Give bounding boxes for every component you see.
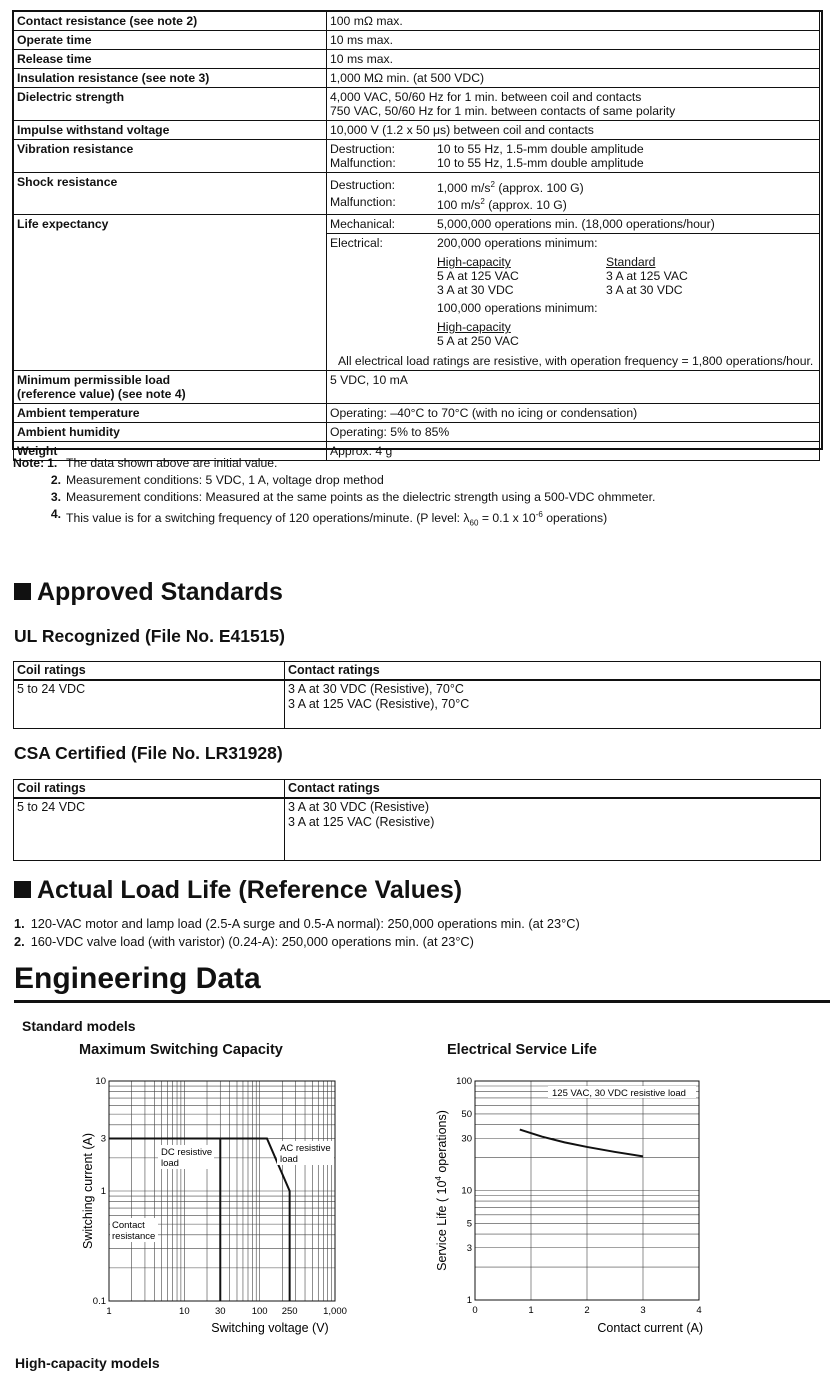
x-tick-label: 1 bbox=[106, 1306, 112, 1317]
ul-table bbox=[13, 661, 821, 729]
heading-rule bbox=[14, 1000, 830, 1003]
y-tick-label: 5 bbox=[466, 1218, 472, 1230]
y-tick-label: 50 bbox=[461, 1108, 472, 1120]
spec-label: Ambient humidity bbox=[14, 423, 327, 442]
spec-row bbox=[14, 404, 820, 423]
notes bbox=[13, 455, 655, 532]
y-tick-label: 30 bbox=[461, 1133, 472, 1145]
csa-heading: CSA Certified (File No. LR31928) bbox=[14, 743, 283, 763]
spec-row bbox=[14, 423, 820, 442]
spec-table bbox=[13, 11, 820, 461]
spec-row bbox=[14, 173, 820, 215]
spec-value: 10 ms max. bbox=[327, 31, 820, 50]
x-tick-label: 1 bbox=[528, 1305, 534, 1316]
spec-value: Operating: 5% to 85% bbox=[327, 423, 820, 442]
spec-value: 10 ms max. bbox=[327, 50, 820, 69]
note-num: 1. bbox=[47, 456, 58, 470]
spec-label: Insulation resistance (see note 3) bbox=[14, 69, 327, 88]
x-tick-label: 0 bbox=[472, 1305, 478, 1316]
spec-value: Approx. 4 g bbox=[327, 442, 820, 461]
note-title: Note: bbox=[13, 456, 45, 470]
series-label: 125 VAC, 30 VDC resistive load bbox=[552, 1088, 686, 1099]
annotation: Contact bbox=[112, 1220, 145, 1231]
y-axis-label: Switching current (A) bbox=[81, 1132, 95, 1250]
electrical-service-life-chart bbox=[410, 1060, 830, 1350]
x-tick-label: 3 bbox=[640, 1305, 646, 1316]
series-label: load bbox=[280, 1154, 298, 1165]
list-item: 1. 120-VAC motor and lamp load (2.5-A surge and 0.5-A normal): 250,000 operations min. (at 23°C) bbox=[14, 916, 580, 931]
contact-value: 3 A at 30 VDC (Resistive), 70°C 3 A at 125 VAC (Resistive), 70°C bbox=[285, 680, 821, 728]
spec-row bbox=[14, 12, 820, 31]
spec-label: Weight bbox=[14, 442, 327, 461]
csa-table bbox=[13, 779, 821, 861]
note-text: Measurement conditions: 5 VDC, 1 A, voltage drop method bbox=[66, 473, 384, 487]
spec-value: 4,000 VAC, 50/60 Hz for 1 min. between coil and contacts 750 VAC, 50/60 Hz for 1 min. between contacts of same polarity bbox=[327, 88, 820, 121]
x-tick-label: 10 bbox=[179, 1306, 190, 1317]
x-tick-label: 1,000 bbox=[323, 1306, 347, 1317]
y-tick-label: 10 bbox=[461, 1185, 472, 1197]
spec-value: 1,000 MΩ min. (at 500 VDC) bbox=[327, 69, 820, 88]
note-num: 4. bbox=[50, 507, 61, 521]
spec-row bbox=[14, 140, 820, 173]
spec-label: Minimum permissible load (reference value) (see note 4) bbox=[14, 371, 327, 404]
spec-value: Operating: –40°C to 70°C (with no icing or condensation) bbox=[327, 404, 820, 423]
chart2-title: Electrical Service Life bbox=[447, 1042, 597, 1058]
spec-row bbox=[14, 371, 820, 404]
contact-value: 3 A at 30 VDC (Resistive) 3 A at 125 VAC (Resistive) bbox=[285, 798, 821, 860]
spec-label: Ambient temperature bbox=[14, 404, 327, 423]
list-item: 2. 160-VDC valve load (with varistor) (0.24-A): 250,000 operations min. (at 23°C) bbox=[14, 934, 474, 949]
x-axis-label: Switching voltage (V) bbox=[211, 1321, 329, 1335]
y-tick-label: 3 bbox=[466, 1242, 472, 1254]
square-bullet-icon bbox=[14, 583, 31, 600]
coil-value: 5 to 24 VDC bbox=[14, 798, 285, 860]
spec-row bbox=[14, 31, 820, 50]
contact-header: Contact ratings bbox=[285, 780, 821, 799]
annotation: resistance bbox=[112, 1231, 156, 1242]
note-text: Measurement conditions: Measured at the same points as the dielectric strength using a 500-VDC ohmmeter. bbox=[66, 490, 656, 504]
spec-label: Vibration resistance bbox=[14, 140, 327, 173]
y-tick-label: 3 bbox=[100, 1133, 106, 1145]
max-switching-capacity-chart bbox=[0, 1060, 400, 1350]
spec-row bbox=[14, 50, 820, 69]
spec-value: 10,000 V (1.2 x 50 μs) between coil and contacts bbox=[327, 121, 820, 140]
y-tick-label: 0.1 bbox=[92, 1296, 106, 1307]
note-text: This value is for a switching frequency of 120 operations/minute. (P level: $\lambda_{60} = 0.1$ x $10^{-6}$ operations) bbox=[66, 510, 608, 528]
note-text: The data shown above are initial value. bbox=[66, 456, 278, 470]
spec-label: Shock resistance bbox=[14, 173, 327, 215]
x-tick-label: 250 bbox=[281, 1306, 298, 1317]
note-num: 3. bbox=[50, 490, 61, 504]
spec-value: Electrical: 200,000 operations minimum: High-capacity 5 A at 125 VAC 3 A at 30 VDC Standard 3 A at 125 VAC 3 A at 30 VDC 100,000 operations minimum: High-capacity 5 A at 250 VAC All electrical load ratings are resistive, with operation frequency = 1,800 operations/hour. bbox=[327, 234, 820, 371]
x-tick-label: 100 bbox=[251, 1306, 268, 1317]
y-axis-label: Service Life ( $10^4$ operations) bbox=[434, 1110, 449, 1271]
ul-heading: UL Recognized (File No. E41515) bbox=[14, 626, 285, 646]
spec-label: Life expectancy bbox=[14, 215, 327, 371]
approved-standards-heading: Approved Standards bbox=[14, 578, 283, 607]
spec-label: Impulse withstand voltage bbox=[14, 121, 327, 140]
square-bullet-icon bbox=[14, 881, 31, 898]
standard-models-label: Standard models bbox=[22, 1018, 136, 1034]
y-tick-label: 1 bbox=[466, 1295, 472, 1306]
contact-header: Contact ratings bbox=[285, 662, 821, 681]
actual-load-life-heading: Actual Load Life (Reference Values) bbox=[14, 876, 462, 905]
spec-label: Dielectric strength bbox=[14, 88, 327, 121]
y-tick-label: 1 bbox=[100, 1186, 106, 1197]
x-tick-label: 2 bbox=[584, 1305, 590, 1316]
note-num: 2. bbox=[50, 473, 61, 487]
chart1-title: Maximum Switching Capacity bbox=[79, 1042, 283, 1058]
series-label: AC resistive bbox=[280, 1143, 331, 1154]
series-label: load bbox=[161, 1158, 179, 1169]
coil-header: Coil ratings bbox=[14, 780, 285, 799]
spec-value: 5 VDC, 10 mA bbox=[327, 371, 820, 404]
series-line bbox=[520, 1130, 643, 1157]
coil-header: Coil ratings bbox=[14, 662, 285, 681]
x-tick-label: 4 bbox=[696, 1305, 702, 1316]
engineering-data-heading: Engineering Data bbox=[14, 962, 261, 995]
y-tick-label: 10 bbox=[95, 1076, 106, 1087]
x-axis-label: Contact current (A) bbox=[597, 1321, 703, 1335]
y-tick-label: 100 bbox=[456, 1076, 472, 1087]
x-tick-label: 30 bbox=[214, 1306, 226, 1317]
spec-value: Destruction: 1,000 $m/s^2$ (approx. 100 G) Malfunction: 100 $m/s^2$ (approx. 10 G) bbox=[327, 173, 820, 215]
spec-row bbox=[14, 215, 820, 234]
series-label: DC resistive bbox=[161, 1147, 213, 1158]
spec-value: Destruction: 10 to 55 Hz, 1.5-mm double amplitude Malfunction: 10 to 55 Hz, 1.5-mm double amplitude bbox=[327, 140, 820, 173]
spec-value: Mechanical: 5,000,000 operations min. (18,000 operations/hour) bbox=[327, 215, 820, 234]
spec-row bbox=[14, 69, 820, 88]
spec-label: Operate time bbox=[14, 31, 327, 50]
spec-label: Release time bbox=[14, 50, 327, 69]
spec-value: 100 mΩ max. bbox=[327, 12, 820, 31]
spec-label: Contact resistance (see note 2) bbox=[14, 12, 327, 31]
high-capacity-models-label: High-capacity models bbox=[15, 1355, 160, 1371]
spec-row bbox=[14, 121, 820, 140]
coil-value: 5 to 24 VDC bbox=[14, 680, 285, 728]
spec-row bbox=[14, 88, 820, 121]
